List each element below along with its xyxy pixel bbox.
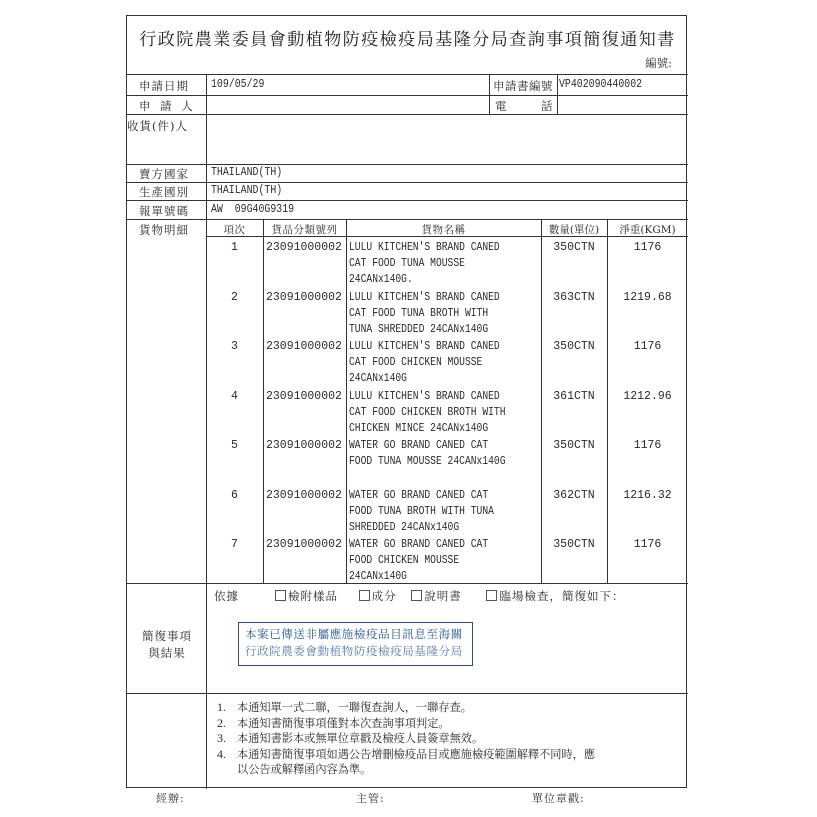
document-title: 行政院農業委員會動植物防疫檢疫局基隆分局查詢事項簡復通知書 [139, 30, 676, 50]
phone-label: 電 話 [495, 99, 553, 113]
hs-code: 23091000002 [266, 439, 342, 452]
notes-list [217, 700, 595, 778]
stamp-line-2: 行政院農委會動植物防疫檢疫局基隆分局 [245, 644, 463, 658]
checkbox-onsite-inspection[interactable]: 臨場檢查，簡復如下： [486, 589, 624, 603]
goods-name-line: SHREDDED 24CANx140G [349, 521, 460, 534]
handler-signature-label: 經辦: [156, 792, 185, 805]
reply-section-label-line2: 與結果 [148, 646, 186, 660]
official-stamp [238, 622, 473, 666]
net-weight: 1176 [633, 241, 662, 254]
application-no-value: VP402090440002 [559, 78, 643, 91]
divider [127, 95, 688, 96]
divider [127, 182, 688, 183]
checkbox-box[interactable] [275, 590, 286, 601]
goods-name-line: CAT FOOD CHICKEN BROTH WITH [349, 406, 506, 419]
goods-name-line: LULU KITCHEN'S BRAND CANED [349, 340, 500, 353]
goods-name-line: CAT FOOD CHICKEN MOUSSE [349, 356, 483, 369]
hs-code: 23091000002 [266, 489, 342, 502]
goods-name [349, 488, 494, 536]
label-column-divider [206, 74, 207, 789]
item-number: 2 [231, 291, 238, 304]
origin-country-value: THAILAND(TH) [211, 184, 283, 197]
goods-name-line: CAT FOOD TUNA BROTH WITH [349, 307, 489, 320]
net-weight: 1219.68 [623, 291, 672, 304]
net-weight: 1176 [633, 340, 662, 353]
item-number: 4 [231, 390, 238, 403]
goods-section-label: 貨物明細 [139, 223, 189, 237]
checkbox-sample[interactable]: 檢附樣品 [275, 589, 338, 603]
note-item: 2. 本通知書簡復事項僅對本次查詢事項判定。 [217, 715, 450, 730]
basis-label: 依據 [214, 589, 239, 603]
goods-name [349, 389, 506, 437]
quantity: 361CTN [553, 390, 595, 403]
goods-col-divider [346, 219, 347, 583]
note-item-continuation: 以公告或解釋函內容為準。 [237, 763, 372, 776]
hs-code: 23091000002 [266, 241, 342, 254]
divider [557, 74, 558, 114]
item-number: 5 [231, 439, 238, 452]
origin-country-label: 生產國別 [139, 185, 189, 199]
goods-name-line: CHICKEN MINCE 24CANx140G [349, 422, 489, 435]
consignee-label: 收貨(件)人 [127, 119, 188, 133]
applicant-label: 申 請 人 [139, 99, 196, 113]
col-header-net-weight: 淨重(KGM) [619, 224, 676, 236]
inquiry-reply-notice-form [126, 15, 687, 788]
quantity: 363CTN [553, 291, 595, 304]
seller-country-label: 賣方國家 [139, 167, 189, 181]
goods-col-divider [263, 219, 264, 583]
item-number: 6 [231, 489, 238, 502]
declaration-no-label: 報單號碼 [139, 204, 189, 218]
checkbox-manual[interactable]: 說明書 [411, 589, 462, 603]
item-number: 1 [231, 241, 238, 254]
note-item: 4. 本通知書簡復事項如遇公告增刪檢疫品目或應施檢疫範圍解釋不同時，應 [217, 746, 596, 761]
goods-name-line: LULU KITCHEN'S BRAND CANED [349, 241, 500, 254]
supervisor-signature-label: 主管: [356, 792, 385, 805]
goods-name-line: 24CANx140G [349, 570, 407, 583]
goods-name [349, 240, 500, 288]
declaration-no-value: AW 09G40G9319 [211, 203, 295, 216]
checkbox-box[interactable] [359, 590, 370, 601]
goods-name-line: FOOD TUNA MOUSSE 24CANx140G [349, 455, 506, 468]
hs-code: 23091000002 [266, 291, 342, 304]
goods-name-line: WATER GO BRAND CANED CAT [349, 439, 489, 452]
goods-name-line: FOOD TUNA BROTH WITH TUNA [349, 505, 494, 518]
divider [127, 74, 688, 75]
goods-name-line: WATER GO BRAND CANED CAT [349, 489, 489, 502]
application-no-label: 申請書編號 [493, 79, 553, 93]
seller-country-value: THAILAND(TH) [211, 166, 283, 179]
net-weight: 1176 [633, 439, 662, 452]
goods-name-line [349, 470, 506, 486]
hs-code: 23091000002 [266, 538, 342, 551]
net-weight: 1216.32 [623, 489, 672, 502]
application-date-value: 109/05/29 [211, 78, 265, 91]
goods-name-line: LULU KITCHEN'S BRAND CANED [349, 291, 500, 304]
quantity: 350CTN [553, 340, 595, 353]
goods-name [349, 438, 506, 486]
reply-section-label-line1: 簡復事項 [142, 629, 192, 643]
checkbox-box[interactable] [411, 590, 422, 601]
goods-name-line: FOOD CHICKEN MOUSSE [349, 554, 460, 567]
divider [127, 219, 688, 220]
hs-code: 23091000002 [266, 340, 342, 353]
hs-code: 23091000002 [266, 390, 342, 403]
col-header-quantity: 數量(單位) [548, 224, 600, 236]
unit-seal-label: 單位章戳: [532, 792, 585, 805]
goods-name [349, 537, 488, 585]
note-item: 3. 本通知書影本或無單位章戳及檢疫人員簽章無效。 [217, 731, 484, 745]
goods-name-line: 24CANx140G [349, 372, 407, 385]
basis-checkbox-row [275, 588, 624, 604]
goods-name-line: TUNA SHREDDED 24CANx140G [349, 323, 489, 336]
stamp-line-1: 本案已傳送非屬應施檢疫品目訊息至海關 [245, 627, 463, 641]
goods-name-line: CAT FOOD TUNA MOUSSE [349, 257, 465, 270]
net-weight: 1212.96 [623, 390, 672, 403]
net-weight: 1176 [633, 538, 662, 551]
quantity: 350CTN [553, 241, 595, 254]
goods-name-line: 24CANx140G. [349, 273, 413, 286]
goods-name [349, 290, 500, 338]
quantity: 350CTN [553, 439, 595, 452]
col-header-hs-code: 貨品分類號列 [271, 224, 338, 236]
divider [127, 114, 688, 115]
divider [489, 74, 490, 114]
item-number: 3 [231, 340, 238, 353]
divider [127, 693, 688, 694]
goods-name-line: WATER GO BRAND CANED CAT [349, 538, 489, 551]
goods-name-line: LULU KITCHEN'S BRAND CANED [349, 390, 500, 403]
checkbox-box[interactable] [486, 590, 497, 601]
quantity: 350CTN [553, 538, 595, 551]
quantity: 362CTN [553, 489, 595, 502]
note-item: 1. 本通知單一式二聯，一聯復查詢人，一聯存查。 [217, 700, 472, 714]
divider [127, 200, 688, 201]
application-date-label: 申請日期 [139, 79, 189, 93]
checkbox-ingredients[interactable]: 成分 [359, 589, 397, 603]
item-number: 7 [231, 538, 238, 551]
col-header-item: 項次 [223, 224, 246, 236]
col-header-goods-name: 貨物名稱 [421, 224, 466, 236]
goods-name [349, 339, 500, 387]
serial-number-label: 編號: [645, 56, 672, 70]
divider [127, 164, 688, 165]
